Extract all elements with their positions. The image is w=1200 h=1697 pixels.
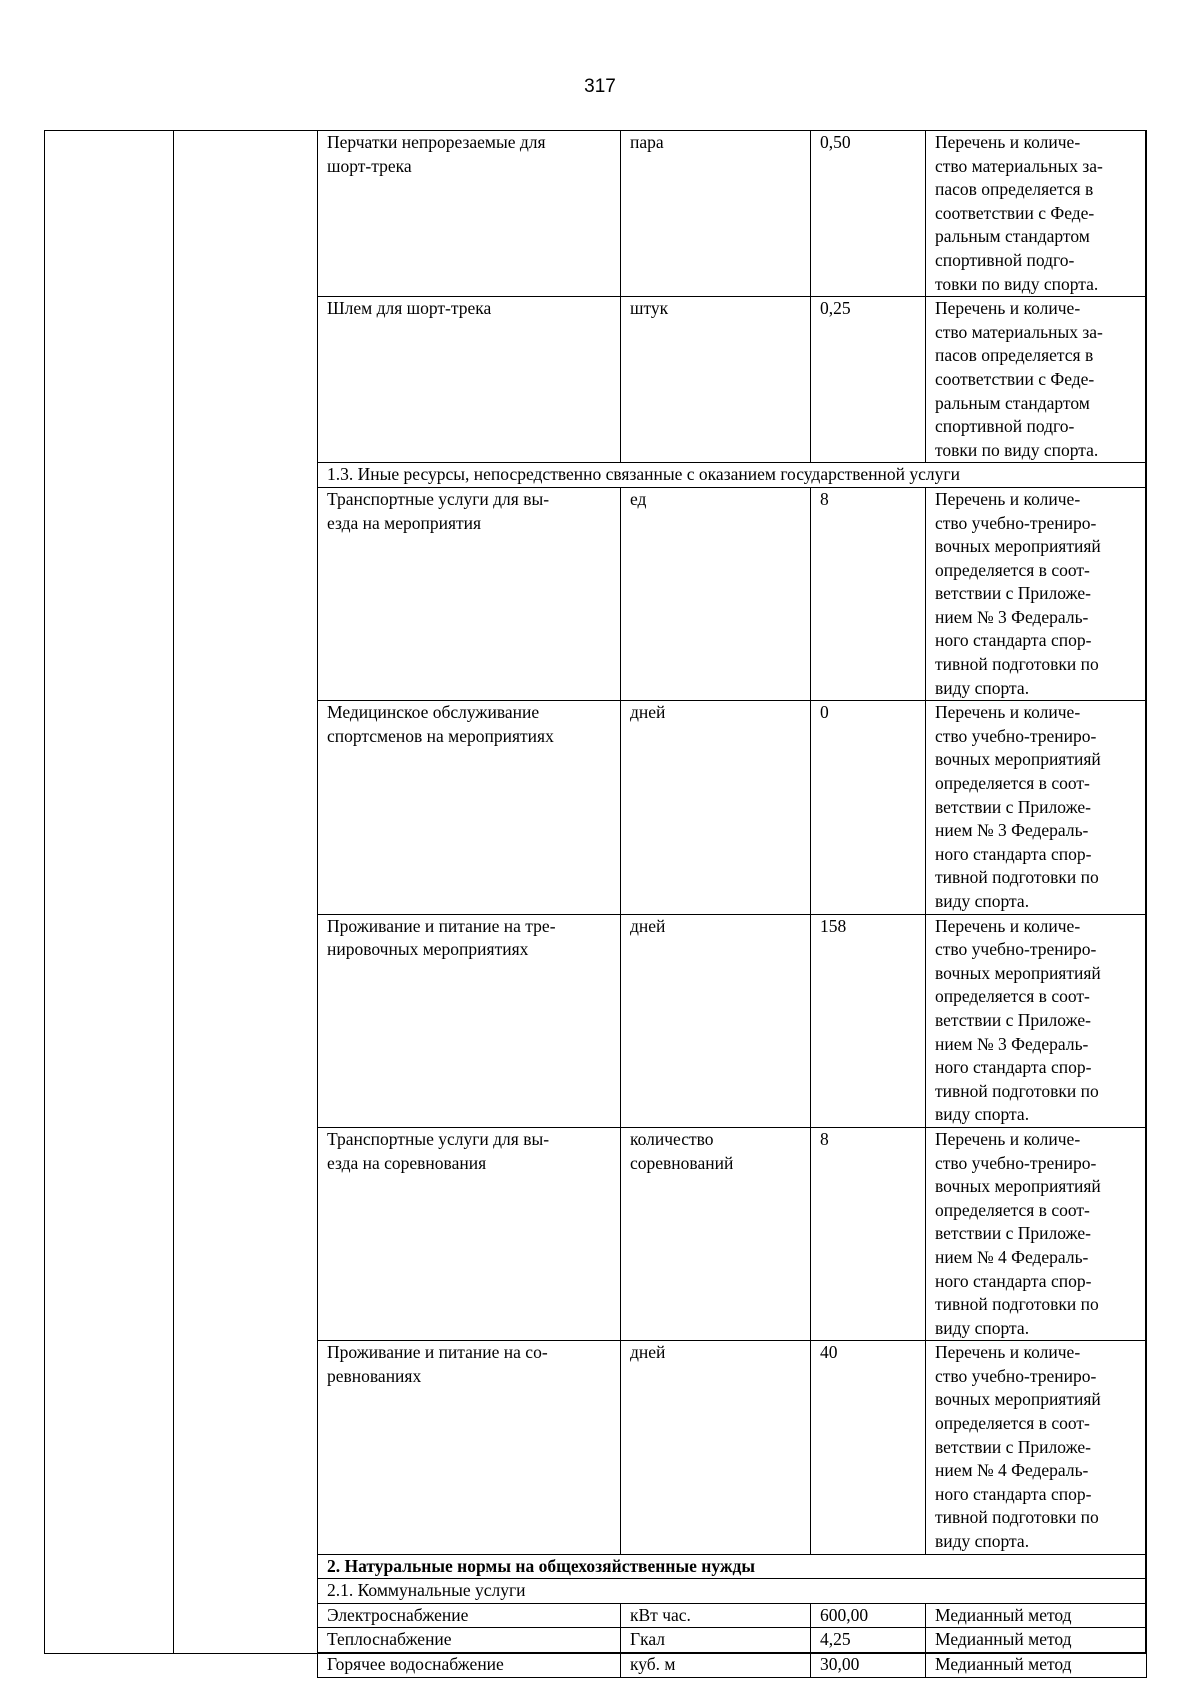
unit-cell: дней	[621, 914, 811, 1127]
table-row	[318, 914, 1147, 1127]
resource-name-cell: Теплоснабжение	[318, 1628, 621, 1653]
value-cell: 0,25	[811, 297, 926, 463]
resource-name-cell: Перчатки непрорезаемые для шорт-трека	[318, 131, 621, 297]
note-cell: Перечень и количе- ство учебно-трениро- вочных мероприятияй определяется в соот- ветствии с Приложе- нием № 3 Федераль- ного стандарта спор- тивной подготовки по виду спорта.	[926, 914, 1147, 1127]
section-row	[318, 1554, 1147, 1579]
resource-name-cell: Шлем для шорт-трека	[318, 297, 621, 463]
note-cell: Перечень и количе- ство учебно-трениро- вочных мероприятияй определяется в соот- ветствии с Приложе- нием № 3 Федераль- ного стандарта спор- тивной подготовки по виду спорта.	[926, 701, 1147, 914]
resource-name-cell: Проживание и питание на со- ревнованиях	[318, 1341, 621, 1554]
section-row	[318, 1579, 1147, 1604]
table-row	[318, 1341, 1147, 1554]
page-number: 317	[584, 76, 616, 97]
value-cell: 30,00	[811, 1653, 926, 1678]
table-row	[318, 1653, 1147, 1678]
value-cell: 4,25	[811, 1628, 926, 1653]
table-row	[318, 1127, 1147, 1340]
table-row	[318, 131, 1147, 297]
value-cell: 8	[811, 1127, 926, 1340]
table-row	[318, 1628, 1147, 1653]
note-cell: Перечень и количе- ство материальных за- пасов определяется в соответствии с Феде- ральным стандартом спортивной подго- товки по виду спорта.	[926, 131, 1147, 297]
note-cell: Медианный метод	[926, 1628, 1147, 1653]
unit-cell: количество соревнований	[621, 1127, 811, 1340]
unit-cell: кВт час.	[621, 1603, 811, 1628]
table-row	[318, 1603, 1147, 1628]
unit-cell: Гкал	[621, 1628, 811, 1653]
section-heading: 2.1. Коммунальные услуги	[318, 1579, 1147, 1604]
resource-name-cell: Транспортные услуги для вы- езда на соревнования	[318, 1127, 621, 1340]
resource-name-cell: Транспортные услуги для вы- езда на мероприятия	[318, 487, 621, 700]
resource-name-cell: Проживание и питание на тре- нировочных мероприятиях	[318, 914, 621, 1127]
section-row	[318, 463, 1147, 488]
unit-cell: ед	[621, 487, 811, 700]
note-cell: Перечень и количе- ство учебно-трениро- вочных мероприятияй определяется в соот- ветствии с Приложе- нием № 4 Федераль- ного стандарта спор- тивной подготовки по виду спорта.	[926, 1341, 1147, 1554]
value-cell: 0	[811, 701, 926, 914]
value-cell: 158	[811, 914, 926, 1127]
section-heading: 2. Натуральные нормы на общехозяйственные нужды	[318, 1554, 1147, 1579]
unit-cell: штук	[621, 297, 811, 463]
norms-table	[317, 130, 1147, 1678]
note-cell: Медианный метод	[926, 1603, 1147, 1628]
value-cell: 600,00	[811, 1603, 926, 1628]
table-row	[318, 297, 1147, 463]
resource-name-cell: Горячее водоснабжение	[318, 1653, 621, 1678]
column-divider-1	[173, 130, 174, 1654]
value-cell: 40	[811, 1341, 926, 1554]
table-row	[318, 701, 1147, 914]
value-cell: 0,50	[811, 131, 926, 297]
note-cell: Перечень и количе- ство учебно-трениро- вочных мероприятияй определяется в соот- ветствии с Приложе- нием № 4 Федераль- ного стандарта спор- тивной подготовки по виду спорта.	[926, 1127, 1147, 1340]
note-cell: Перечень и количе- ство материальных за- пасов определяется в соответствии с Феде- ральным стандартом спортивной подго- товки по виду спорта.	[926, 297, 1147, 463]
resource-name-cell: Медицинское обслуживание спортсменов на мероприятиях	[318, 701, 621, 914]
table-row	[318, 487, 1147, 700]
unit-cell: дней	[621, 701, 811, 914]
unit-cell: пара	[621, 131, 811, 297]
note-cell: Медианный метод	[926, 1653, 1147, 1678]
section-heading: 1.3. Иные ресурсы, непосредственно связанные с оказанием государственной услуги	[318, 463, 1147, 488]
value-cell: 8	[811, 487, 926, 700]
resource-name-cell: Электроснабжение	[318, 1603, 621, 1628]
note-cell: Перечень и количе- ство учебно-трениро- вочных мероприятияй определяется в соот- ветствии с Приложе- нием № 3 Федераль- ного стандарта спор- тивной подготовки по виду спорта.	[926, 487, 1147, 700]
unit-cell: куб. м	[621, 1653, 811, 1678]
unit-cell: дней	[621, 1341, 811, 1554]
